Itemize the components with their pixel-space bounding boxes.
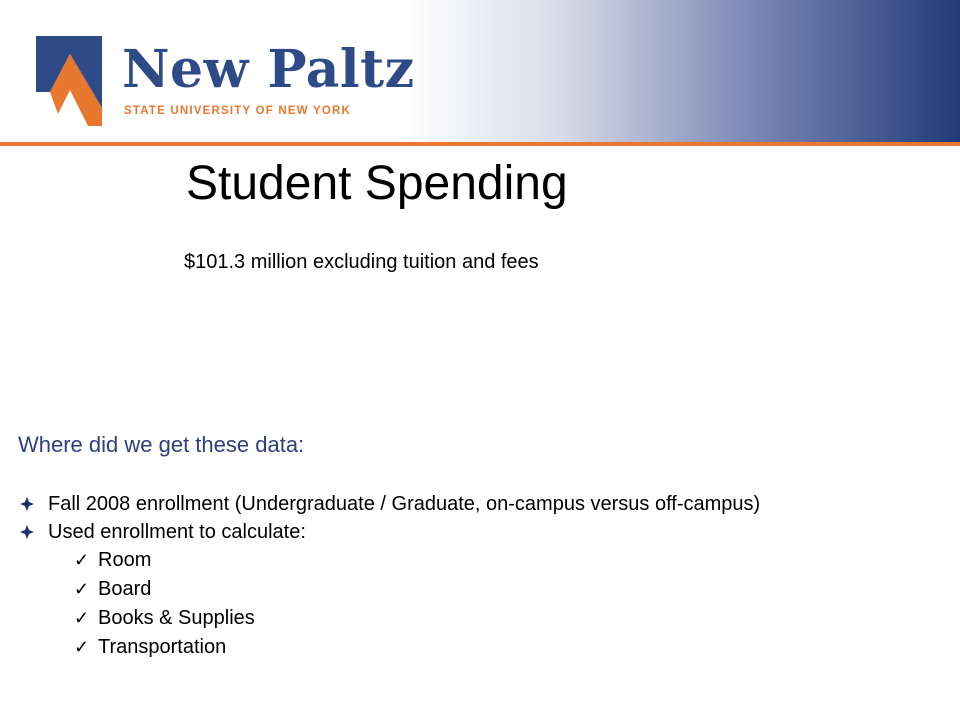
diamond-bullet-icon (20, 497, 34, 511)
list-item (20, 490, 760, 518)
checkmark-icon: ✓ (74, 637, 90, 657)
sources-heading: Where did we get these data: (18, 432, 305, 457)
list-item-text: Used enrollment to calculate: (48, 521, 306, 543)
logo-wordmark: New Paltz (122, 39, 415, 100)
calculated-items-list (20, 546, 760, 662)
slide-title: Student Spending (186, 157, 568, 210)
list-item (74, 604, 760, 633)
slide-header (0, 0, 960, 142)
diamond-bullet-icon (20, 525, 34, 539)
slide-subtitle: $101.3 million excluding tuition and fees (184, 251, 539, 273)
list-item-text: Board (98, 578, 152, 600)
header-divider (0, 142, 960, 146)
sources-list (20, 490, 760, 662)
logo-tagline: STATE UNIVERSITY OF NEW YORK (124, 105, 351, 117)
list-item (74, 546, 760, 575)
checkmark-icon: ✓ (74, 579, 90, 599)
new-paltz-mountain-logo-icon (36, 36, 102, 126)
list-item-text: Fall 2008 enrollment (Undergraduate / Graduate, on-campus versus off-campus) (48, 493, 761, 515)
list-item (74, 633, 760, 662)
list-item-text: Room (98, 549, 152, 571)
list-item-text: Transportation (98, 636, 227, 658)
checkmark-icon: ✓ (74, 608, 90, 628)
list-item (20, 518, 760, 546)
list-item-text: Books & Supplies (98, 607, 255, 629)
checkmark-icon: ✓ (74, 550, 90, 570)
list-item (74, 575, 760, 604)
